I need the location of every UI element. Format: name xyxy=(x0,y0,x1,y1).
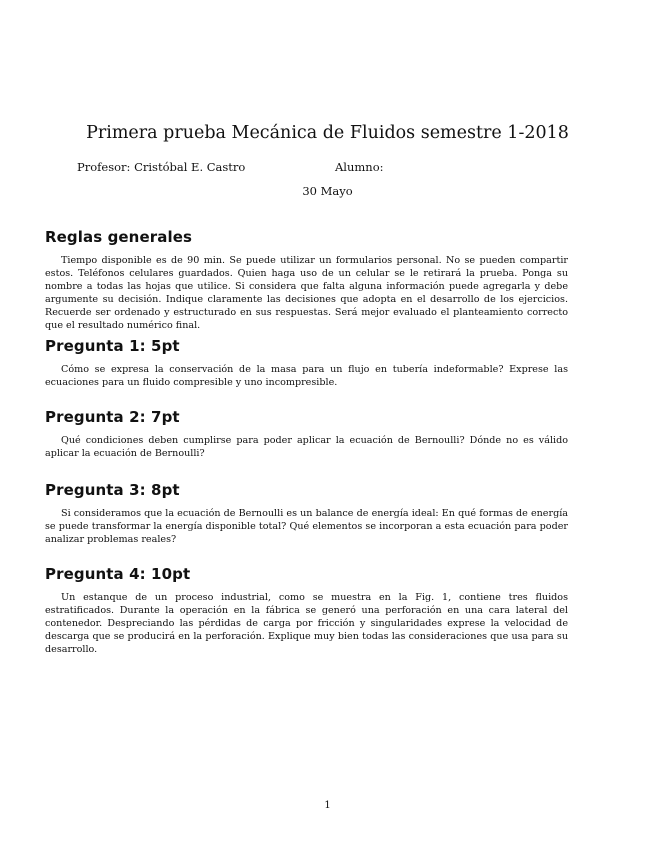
section-heading: Pregunta 3: 8pt xyxy=(45,481,180,499)
section-body: Si consideramos que la ecuación de Bernoulli es un balance de energía ideal: En qué formas de energía se puede transformar la energía disponible total? Qué elementos se incorporan a esta ecuación para poder analizar problemas reales? xyxy=(45,508,568,545)
section-heading: Reglas generales xyxy=(45,228,193,246)
section-question-2 xyxy=(45,408,568,460)
section-body: Un estanque de un proceso industrial, como se muestra en la Fig. 1, contiene tres fluidos estratificados. Durante la operación en la fábrica se generó una perforación en una cara lateral del contenedor. Despreciando las pérdidas de carga por fricción y singularidades exprese la velocidad de descarga que se producirá en la perforación. Explique muy bien todas las consideraciones que usa para su desarrollo. xyxy=(45,592,568,655)
section-general-rules xyxy=(45,228,568,332)
section-body: Cómo se expresa la conservación de la masa para un flujo en tubería indeformable? Exprese las ecuaciones para un fluido compresible y uno incompresible. xyxy=(45,364,568,388)
section-heading: Pregunta 4: 10pt xyxy=(45,565,191,583)
professor-label: Profesor: Cristóbal E. Castro xyxy=(77,160,246,174)
page-number: 1 xyxy=(324,800,331,811)
section-question-1 xyxy=(45,337,568,389)
section-body: Tiempo disponible es de 90 min. Se puede utilizar un formularios personal. No se pueden compartir estos. Teléfonos celulares guardados. Quien haga uso de un celular se le retirará la prueba. Ponga su nombre a todas las hojas que utilice. Si considera que falta alguna información puede agregarla y debe argumente su decisión. Indique claramente las decisiones que adopta en el desarrollo de los ejercicios. Recuerde ser ordenado y estructurado en sus respuestas. Será mejor evaluado el planteamiento correcto que el resultado numérico final. xyxy=(45,255,568,331)
student-label: Alumno: xyxy=(335,160,384,174)
section-question-3 xyxy=(45,481,568,546)
section-question-4 xyxy=(45,565,568,656)
section-body: Qué condiciones deben cumplirse para poder aplicar la ecuación de Bernoulli? Dónde no es válido aplicar la ecuación de Bernoulli? xyxy=(45,435,568,459)
section-heading: Pregunta 1: 5pt xyxy=(45,337,180,355)
document-title: Primera prueba Mecánica de Fluidos semestre 1-2018 xyxy=(86,123,569,143)
exam-date: 30 Mayo xyxy=(302,184,353,198)
section-heading: Pregunta 2: 7pt xyxy=(45,408,180,426)
